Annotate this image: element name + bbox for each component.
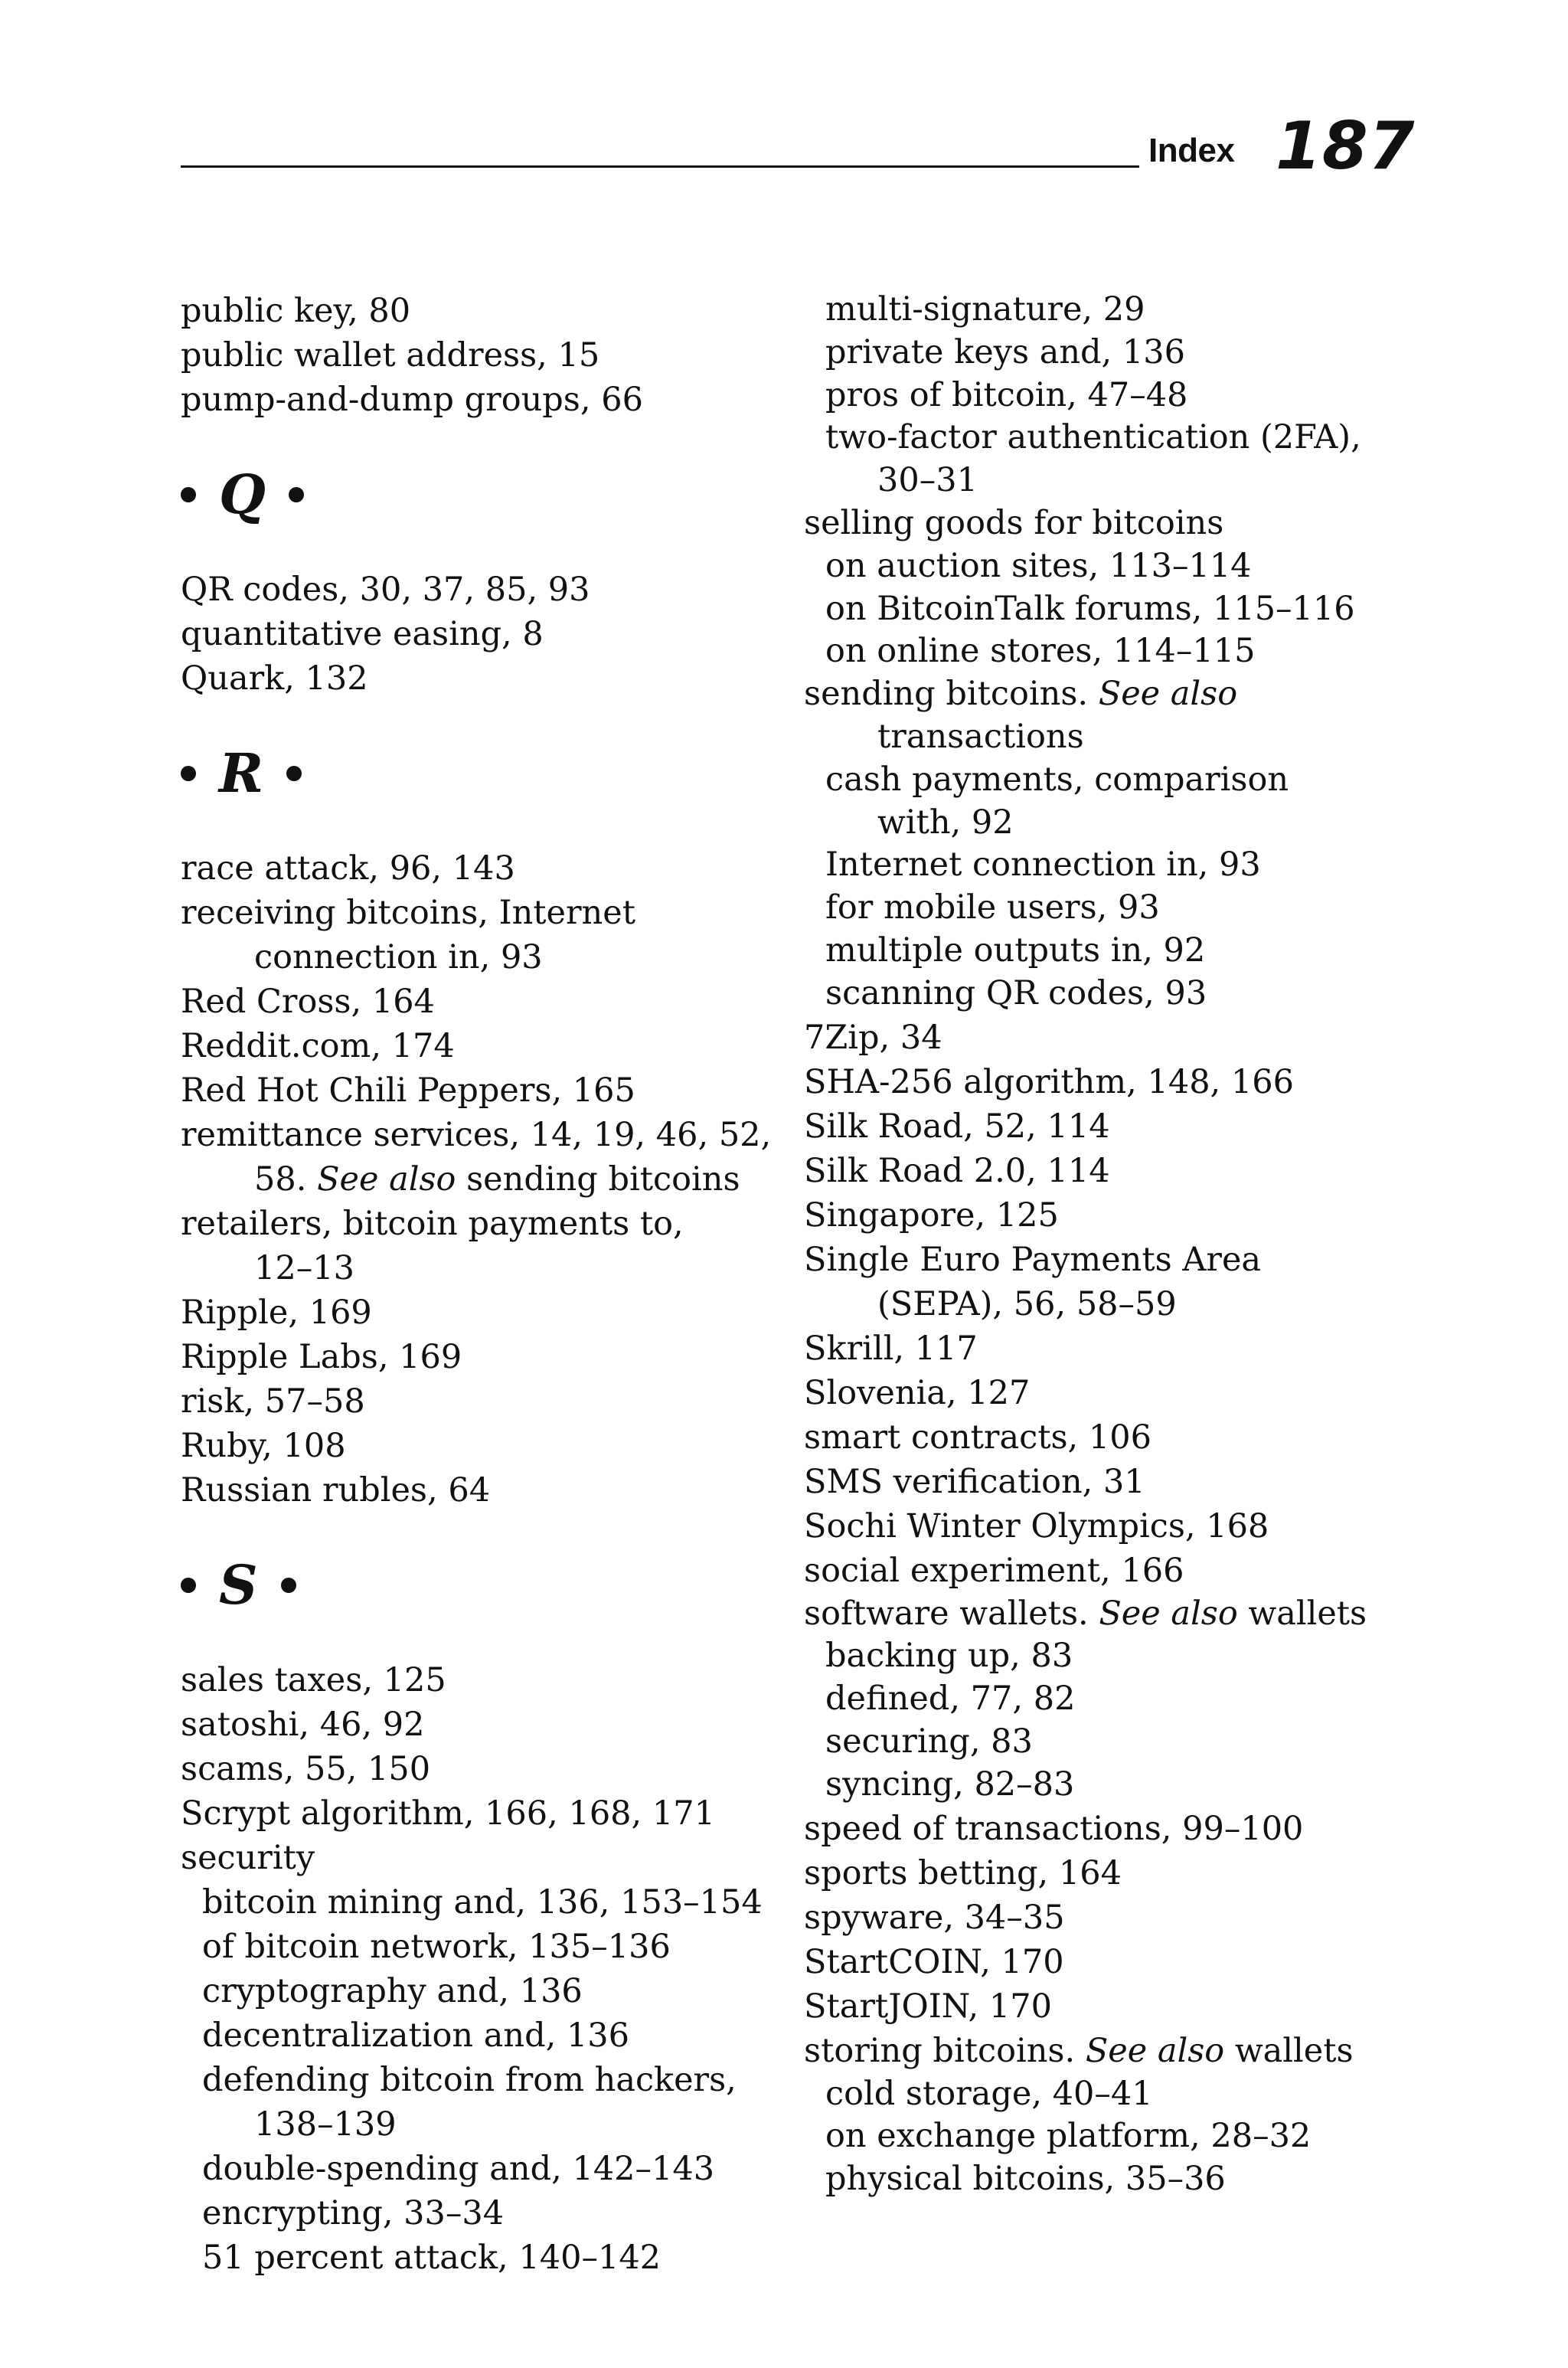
index-subentry: defined, 77, 82 [825, 1680, 1076, 1719]
index-entry: QR codes, 30, 37, 85, 93 [181, 571, 590, 609]
index-subentry: decentralization and, 136 [202, 2016, 630, 2055]
index-column-right [804, 289, 1409, 2201]
index-subentry: double-spending and, 142–143 [202, 2150, 715, 2188]
index-entry: quantitative easing, 8 [181, 615, 544, 653]
index-subentry: 51 percent attack, 140–142 [202, 2239, 662, 2277]
bullet-icon [181, 766, 196, 781]
see-also-label: See also [317, 1160, 456, 1199]
index-entry [804, 1593, 1409, 1636]
index-subentry: on auction sites, 113–114 [825, 546, 1252, 585]
index-entry: Slovenia, 127 [804, 1373, 1031, 1412]
index-entry: Ripple, 169 [181, 1294, 372, 1332]
index-entry: social experiment, 166 [804, 1551, 1184, 1590]
index-entry [804, 673, 1409, 716]
index-subentry: securing, 83 [825, 1722, 1033, 1761]
index-entry: Reddit.com, 174 [181, 1027, 455, 1065]
index-entry: Single Euro Payments Area [804, 1240, 1262, 1279]
entry-text: wallets [1237, 1594, 1367, 1633]
index-entry: retailers, bitcoin payments to, [181, 1205, 684, 1243]
entry-text: software wallets. [804, 1594, 1099, 1633]
index-entry: race attack, 96, 143 [181, 849, 515, 888]
index-entry: public wallet address, 15 [181, 336, 600, 374]
index-subentry: on exchange platform, 28–32 [825, 2117, 1312, 2156]
index-entry: remittance services, 14, 19, 46, 52, [181, 1116, 772, 1154]
index-entry: Quark, 132 [181, 659, 368, 698]
index-subentry: scanning QR codes, 93 [825, 973, 1207, 1012]
bullet-icon [181, 487, 196, 502]
index-entry-continuation: (SEPA), 56, 58–59 [877, 1284, 1177, 1323]
index-entry: risk, 57–58 [181, 1382, 365, 1421]
letter-heading-label: S [219, 1553, 258, 1617]
index-entry: Silk Road 2.0, 114 [804, 1151, 1110, 1190]
entry-text: storing bitcoins. [804, 2031, 1086, 2070]
index-entry: Sochi Winter Olympics, 168 [804, 1506, 1269, 1545]
index-entry-continuation: transactions [877, 717, 1084, 756]
index-entry-continuation: with, 92 [877, 803, 1014, 842]
index-subentry: backing up, 83 [825, 1637, 1073, 1676]
index-entry-continuation: 138–139 [254, 2105, 397, 2144]
index-entry: public key, 80 [181, 292, 411, 330]
letter-heading-s [181, 1513, 763, 1658]
see-also-label: See also [1085, 2031, 1225, 2070]
letter-heading-label: Q [219, 463, 266, 526]
index-subentry: pros of bitcoin, 47–48 [825, 375, 1188, 414]
index-entry-continuation [181, 1157, 763, 1202]
entry-text: sending bitcoins. [804, 675, 1099, 714]
index-entry: Silk Road, 52, 114 [804, 1107, 1110, 1146]
index-entry: pump-and-dump groups, 66 [181, 381, 643, 419]
index-subentry: cold storage, 40–41 [825, 2074, 1153, 2113]
index-entry: scams, 55, 150 [181, 1750, 431, 1788]
index-subentry: for mobile users, 93 [825, 888, 1160, 927]
index-entry: security [181, 1839, 315, 1877]
index-entry: receiving bitcoins, Internet [181, 894, 635, 932]
letter-heading-q [181, 422, 763, 567]
index-entry: Scrypt algorithm, 166, 168, 171 [181, 1794, 715, 1833]
index-entry: sales taxes, 125 [181, 1661, 446, 1699]
index-subentry: cash payments, comparison [825, 760, 1289, 799]
index-column-left [181, 289, 772, 2280]
index-entry: spyware, 34–35 [804, 1898, 1065, 1937]
index-subentry: physical bitcoins, 35–36 [825, 2160, 1226, 2199]
running-head-label: Index [1148, 132, 1235, 169]
index-entry: Red Hot Chili Peppers, 165 [181, 1071, 635, 1110]
index-subentry: of bitcoin network, 135–136 [202, 1928, 671, 1966]
index-entry-continuation: 30–31 [877, 461, 978, 500]
index-entry: StartJOIN, 170 [804, 1987, 1052, 2026]
index-entry [804, 2029, 1409, 2073]
letter-heading-label: R [219, 741, 264, 805]
index-entry: StartCOIN, 170 [804, 1942, 1064, 1981]
index-entry: Ripple Labs, 169 [181, 1338, 462, 1376]
index-subentry: cryptography and, 136 [202, 1972, 583, 2010]
index-subentry: Internet connection in, 93 [825, 845, 1261, 885]
index-subentry: on BitcoinTalk forums, 115–116 [825, 589, 1355, 628]
index-entry: Singapore, 125 [804, 1195, 1059, 1235]
index-subentry: multiple outputs in, 92 [825, 931, 1206, 970]
index-entry: sports betting, 164 [804, 1853, 1122, 1892]
entry-text: 58. [254, 1160, 318, 1199]
index-entry: Ruby, 108 [181, 1427, 346, 1465]
index-subentry: on online stores, 114–115 [825, 632, 1256, 671]
index-entry: speed of transactions, 99–100 [804, 1809, 1304, 1848]
index-subentry: private keys and, 136 [825, 332, 1185, 371]
index-entry: smart contracts, 106 [804, 1418, 1152, 1457]
index-subentry: multi-signature, 29 [825, 290, 1145, 329]
index-subentry: bitcoin mining and, 136, 153–154 [202, 1883, 763, 1922]
index-entry: SHA-256 algorithm, 148, 166 [804, 1062, 1294, 1101]
see-also-label: See also [1099, 1594, 1238, 1633]
bullet-icon [281, 1578, 296, 1593]
index-entry: SMS verification, 31 [804, 1462, 1145, 1501]
index-entry: Red Cross, 164 [181, 983, 435, 1021]
see-also-label: See also [1098, 675, 1238, 714]
index-subentry: syncing, 82–83 [825, 1765, 1075, 1804]
index-entry: Skrill, 117 [804, 1329, 978, 1368]
bullet-icon [289, 487, 304, 502]
bullet-icon [181, 1578, 196, 1593]
index-entry: satoshi, 46, 92 [181, 1706, 425, 1744]
index-subentry: encrypting, 33–34 [202, 2194, 505, 2232]
index-entry-continuation: connection in, 93 [254, 938, 543, 976]
letter-heading-r [181, 701, 763, 846]
page-number: 187 [1276, 108, 1416, 185]
index-subentry: defending bitcoin from hackers, [202, 2061, 737, 2099]
entry-text: wallets [1224, 2031, 1354, 2070]
bullet-icon [286, 766, 302, 781]
index-entry-continuation: 12–13 [254, 1249, 354, 1287]
index-entry: Russian rubles, 64 [181, 1471, 491, 1509]
header-rule [181, 165, 1139, 168]
index-entry: 7Zip, 34 [804, 1018, 942, 1057]
index-subentry: two-factor authentication (2FA), [825, 418, 1361, 457]
index-entry: selling goods for bitcoins [804, 503, 1224, 542]
entry-text: sending bitcoins [456, 1160, 740, 1199]
